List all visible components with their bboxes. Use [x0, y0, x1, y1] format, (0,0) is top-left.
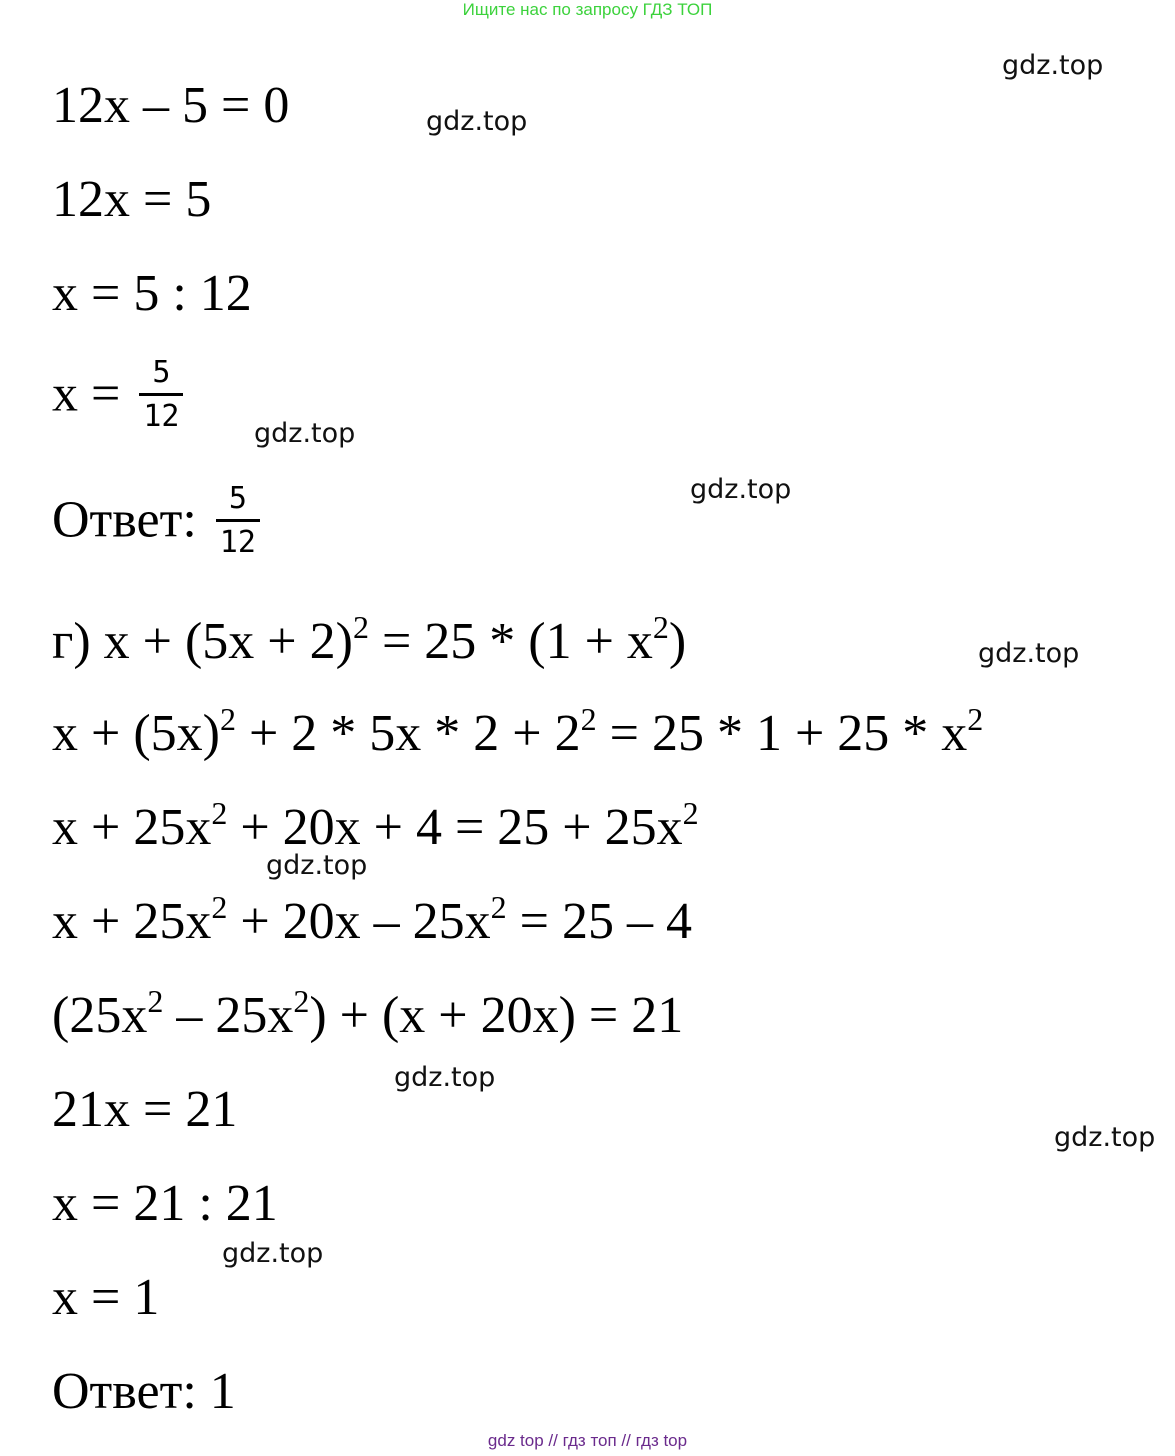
fraction: [139, 356, 183, 433]
answer-line: Ответ: 1: [52, 1363, 236, 1420]
answer-line: [52, 481, 260, 563]
watermark: gdz.top: [426, 106, 528, 137]
equation-line: 12x – 5 = 0: [52, 77, 290, 134]
fraction-numerator: 5: [139, 356, 183, 396]
watermark: gdz.top: [266, 850, 368, 881]
watermark: gdz.top: [1054, 1122, 1156, 1153]
watermark: gdz.top: [394, 1062, 496, 1093]
equation-line: $x + 25x^2 + 20x - 25x^2 = 25 - 4$: [52, 889, 692, 950]
fraction: [216, 482, 260, 559]
equation-line: г) $x + (5x + 2)^2 = 25 * (1 + x^2)$: [52, 609, 687, 670]
watermark: gdz.top: [1002, 50, 1104, 81]
answer-label: Ответ:: [52, 491, 210, 549]
equation-line: $x + (5x)^2 + 2 * 5x * 2 + 2^2 = 25 * 1 + 25 * x^2$: [52, 701, 984, 762]
equation-line: $(25x^2 - 25x^2) + (x + 20x) = 21$: [52, 983, 684, 1044]
equation-line: x = 5 : 12: [52, 265, 252, 322]
fraction-numerator: 5: [216, 482, 260, 522]
equation-line: 12x = 5: [52, 171, 212, 228]
watermark: gdz.top: [978, 638, 1080, 669]
equation-line: $x + 25x^2 + 20x + 4 = 25 + 25x^2$: [52, 795, 699, 856]
fraction-denominator: 12: [143, 399, 180, 434]
equation-lhs: x =: [52, 365, 134, 423]
equation-line: x = 21 : 21: [52, 1175, 278, 1232]
watermark: gdz.top: [222, 1238, 324, 1269]
watermark: gdz.top: [690, 474, 792, 505]
equation-line: x = 1: [52, 1269, 160, 1326]
watermark: gdz.top: [254, 418, 356, 449]
bottom-banner: gdz top // гдз топ // гдз top: [487, 1431, 688, 1450]
equation-line: 21x = 21: [52, 1081, 238, 1138]
top-banner: Ищите нас по запросу ГДЗ ТОП: [462, 0, 713, 19]
fraction-denominator: 12: [219, 525, 256, 560]
equation-fraction-line: [52, 355, 183, 437]
